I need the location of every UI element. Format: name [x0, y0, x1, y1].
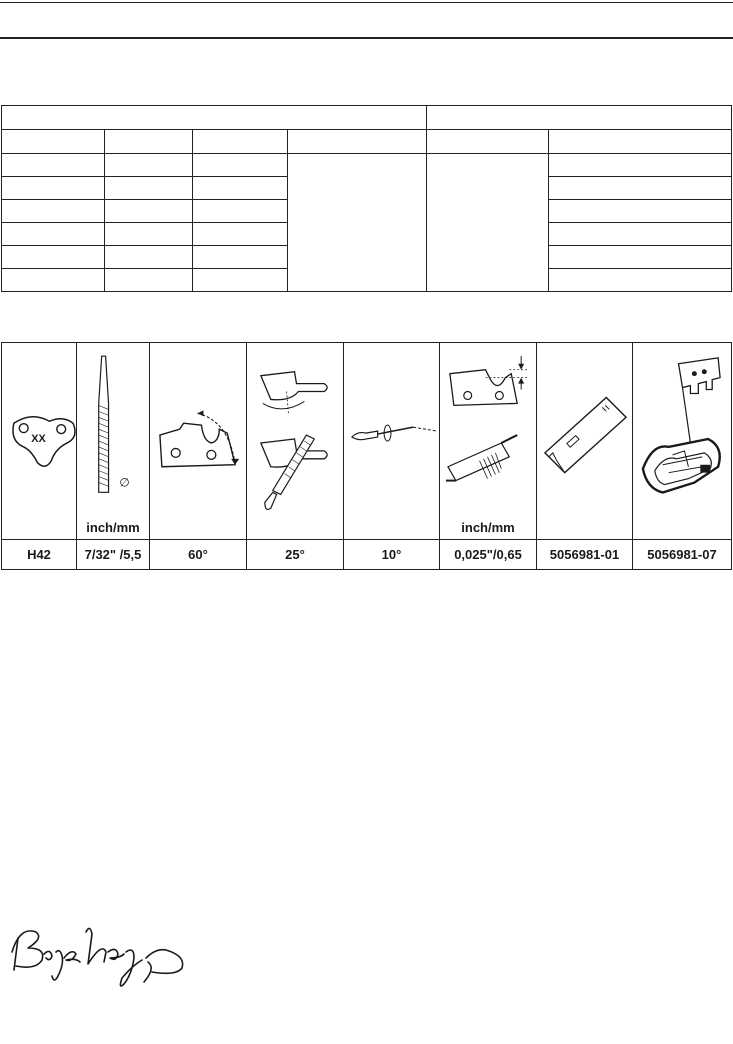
round-file-icon — [77, 343, 149, 539]
top-plate-angle-cell — [150, 343, 247, 540]
value-cell: 5056981-01 — [537, 540, 633, 570]
depth-gauge-icon — [440, 343, 536, 539]
spec-group-cell — [2, 106, 427, 130]
spec-header-cell — [105, 130, 193, 154]
value-cell: 60° — [150, 540, 247, 570]
value-cell: 25° — [247, 540, 344, 570]
depth-gauge-tool-cell — [537, 343, 633, 540]
round-file-cell — [77, 343, 150, 540]
spec-cell — [549, 246, 732, 269]
spec-cell — [2, 177, 105, 200]
spec-cell — [2, 154, 105, 177]
spec-group-header-row — [2, 106, 732, 130]
depth-units-label: inch/mm — [461, 520, 515, 535]
spec-merged-cell — [288, 154, 427, 292]
depth-gauge-tool-icon — [537, 343, 632, 539]
spec-cell — [549, 269, 732, 292]
spec-cell — [105, 246, 193, 269]
depth-gauge-cell — [440, 343, 537, 540]
chain-link-marking-text: XX — [31, 432, 46, 445]
spec-header-cell — [193, 130, 288, 154]
spec-cell — [193, 200, 288, 223]
value-cell: 7/32" /5,5 — [77, 540, 150, 570]
top-plate-angle-icon — [150, 343, 246, 539]
spec-cell — [549, 200, 732, 223]
diameter-symbol: ∅ — [119, 475, 130, 490]
value-cell: 0,025"/0,65 — [440, 540, 537, 570]
file-holder-angle-cell — [344, 343, 440, 540]
spec-row — [2, 154, 732, 177]
spec-cell — [105, 223, 193, 246]
spec-cell — [2, 246, 105, 269]
chain-link-marking-icon — [2, 343, 76, 539]
values-row — [2, 540, 732, 570]
spec-cell — [193, 246, 288, 269]
file-guide-tool-icon — [633, 343, 731, 539]
file-guide-tool-cell — [633, 343, 732, 540]
spec-cell — [105, 200, 193, 223]
header-rule — [0, 37, 733, 39]
spec-cell — [549, 177, 732, 200]
spec-cell — [193, 269, 288, 292]
spec-cell — [2, 223, 105, 246]
value-cell: 10° — [344, 540, 440, 570]
spec-cell — [105, 154, 193, 177]
top-rule — [0, 2, 733, 3]
spec-cell — [193, 154, 288, 177]
illustration-row — [2, 343, 732, 540]
chain-marking-cell — [2, 343, 77, 540]
spec-cell — [193, 177, 288, 200]
spec-cell — [105, 177, 193, 200]
file-angle-icon — [247, 343, 343, 539]
spec-cell — [549, 223, 732, 246]
spec-group-cell — [427, 106, 732, 130]
file-units-label: inch/mm — [86, 520, 140, 535]
spec-cell — [549, 154, 732, 177]
signature — [6, 918, 192, 1028]
spec-header-cell — [427, 130, 549, 154]
spec-header-cell — [2, 130, 105, 154]
spec-table — [1, 105, 732, 292]
spec-column-header-row — [2, 130, 732, 154]
sharpening-table — [1, 342, 732, 570]
spec-cell — [105, 269, 193, 292]
spec-merged-cell — [427, 154, 549, 292]
spec-header-cell — [549, 130, 732, 154]
spec-cell — [193, 223, 288, 246]
file-holder-angle-icon — [344, 343, 439, 539]
value-cell: 5056981-07 — [633, 540, 732, 570]
spec-cell — [2, 269, 105, 292]
spec-header-cell — [288, 130, 427, 154]
file-angle-cell — [247, 343, 344, 540]
value-cell: H42 — [2, 540, 77, 570]
spec-cell — [2, 200, 105, 223]
